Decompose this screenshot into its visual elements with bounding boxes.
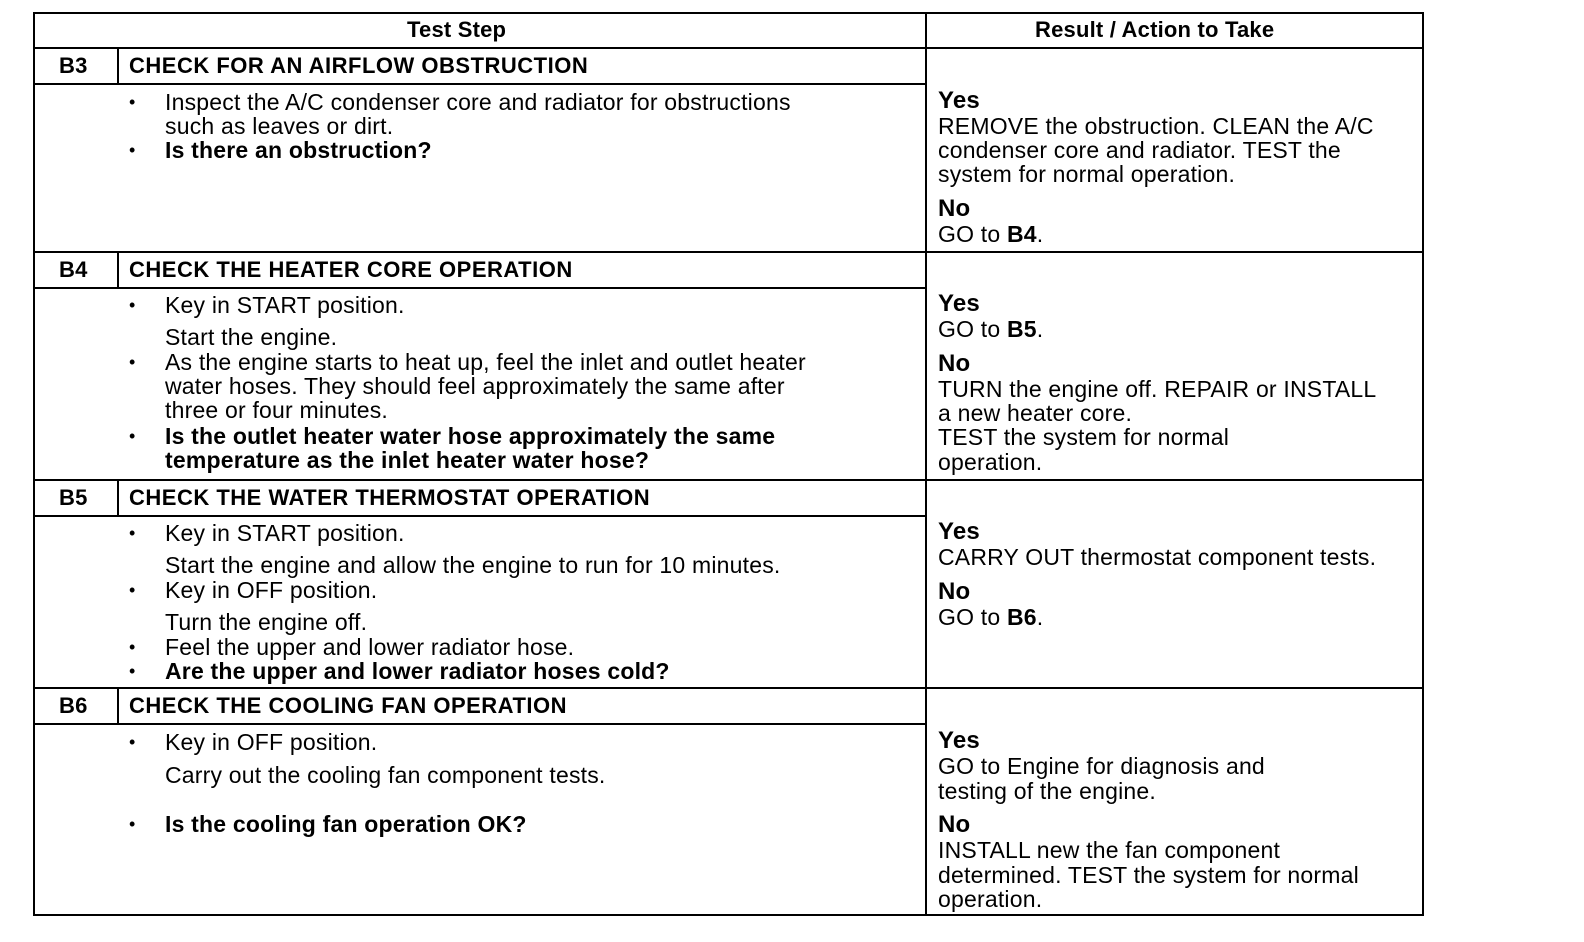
column-divider <box>925 12 927 916</box>
diagnostic-table <box>33 12 1424 916</box>
question-text: temperature as the inlet heater water hose? <box>165 447 650 473</box>
row-divider-b5 <box>33 687 1424 689</box>
bullet-icon: • <box>129 661 136 681</box>
instruction-text: three or four minutes. <box>165 397 389 423</box>
instruction-text: Key in OFF position. <box>165 729 378 755</box>
bullet-icon: • <box>129 580 136 600</box>
instruction-text: Turn the engine off. <box>165 609 368 635</box>
bullet-icon: • <box>129 732 136 752</box>
instruction-text: As the engine starts to heat up, feel the inlet and outlet heater <box>165 349 806 375</box>
step-title-b6: CHECK THE COOLING FAN OPERATION <box>129 693 567 718</box>
bullet-icon: • <box>129 295 136 315</box>
no-action-text: GO to B4. <box>938 221 1044 247</box>
yes-label: Yes <box>938 518 980 545</box>
row-divider-b3 <box>33 251 1424 253</box>
id-divider-b3 <box>117 49 119 84</box>
instruction-text: Feel the upper and lower radiator hose. <box>165 634 575 660</box>
step-id-b4: B4 <box>59 257 88 282</box>
yes-action-text: system for normal operation. <box>938 161 1236 187</box>
question-text: Is there an obstruction? <box>165 137 432 163</box>
yes-action-text: CARRY OUT thermostat component tests. <box>938 544 1377 570</box>
instruction-text: Inspect the A/C condenser core and radiator for obstructions <box>165 89 791 115</box>
table-border-right <box>1422 12 1424 916</box>
title-underline-b4 <box>33 287 926 289</box>
step-id-b5: B5 <box>59 485 88 510</box>
header-test-step: Test Step <box>407 17 507 42</box>
step-reference: B5 <box>1006 316 1037 342</box>
question-text: Is the outlet heater water hose approximately the same <box>165 423 776 449</box>
id-divider-b4 <box>117 253 119 288</box>
step-title-b5: CHECK THE WATER THERMOSTAT OPERATION <box>129 485 651 510</box>
yes-action-text: testing of the engine. <box>938 778 1156 804</box>
title-underline-b6 <box>33 723 926 725</box>
step-reference: B4 <box>1006 221 1037 247</box>
bullet-icon: • <box>129 426 136 446</box>
instruction-text: Start the engine and allow the engine to run for 10 minutes. <box>165 552 781 578</box>
table-border-bottom <box>33 914 1424 916</box>
step-title-b4: CHECK THE HEATER CORE OPERATION <box>129 257 573 282</box>
step-reference: B6 <box>1006 604 1037 630</box>
step-id-b3: B3 <box>59 53 88 78</box>
no-label: No <box>938 811 971 838</box>
bullet-icon: • <box>129 814 136 834</box>
title-underline-b5 <box>33 515 926 517</box>
yes-label: Yes <box>938 290 980 317</box>
instruction-text: Start the engine. <box>165 324 338 350</box>
no-label: No <box>938 195 971 222</box>
no-action-text: operation. <box>938 886 1043 912</box>
no-action-text: operation. <box>938 449 1043 475</box>
bullet-icon: • <box>129 92 136 112</box>
bullet-icon: • <box>129 352 136 372</box>
step-title-b3: CHECK FOR AN AIRFLOW OBSTRUCTION <box>129 53 589 78</box>
instruction-text: Carry out the cooling fan component tests. <box>165 762 606 788</box>
question-text: Are the upper and lower radiator hoses cold? <box>165 658 670 684</box>
header-divider <box>33 47 1424 49</box>
question-text: Is the cooling fan operation OK? <box>165 811 527 837</box>
header-result-action: Result / Action to Take <box>1035 17 1275 42</box>
yes-action-text: condenser core and radiator. TEST the <box>938 137 1341 163</box>
id-divider-b5 <box>117 481 119 516</box>
title-underline-b3 <box>33 83 926 85</box>
step-id-b6: B6 <box>59 693 88 718</box>
yes-action-text: REMOVE the obstruction. CLEAN the A/C <box>938 113 1374 139</box>
no-action-text: GO to B6. <box>938 604 1044 630</box>
yes-label: Yes <box>938 727 980 754</box>
bullet-icon: • <box>129 140 136 160</box>
yes-label: Yes <box>938 87 980 114</box>
bullet-icon: • <box>129 637 136 657</box>
no-action-text: a new heater core. <box>938 400 1133 426</box>
instruction-text: Key in START position. <box>165 520 405 546</box>
no-label: No <box>938 578 971 605</box>
row-divider-b4 <box>33 479 1424 481</box>
yes-action-text: GO to B5. <box>938 316 1044 342</box>
no-action-text: INSTALL new the fan component <box>938 837 1281 863</box>
no-action-text: determined. TEST the system for normal <box>938 862 1359 888</box>
table-border-top <box>33 12 1424 14</box>
instruction-text: Key in OFF position. <box>165 577 378 603</box>
instruction-text: water hoses. They should feel approximately the same after <box>165 373 785 399</box>
instruction-text: Key in START position. <box>165 292 405 318</box>
no-action-text: TURN the engine off. REPAIR or INSTALL <box>938 376 1377 402</box>
no-action-text: TEST the system for normal <box>938 424 1230 450</box>
instruction-text: such as leaves or dirt. <box>165 113 394 139</box>
table-border-left <box>33 12 35 916</box>
no-label: No <box>938 350 971 377</box>
id-divider-b6 <box>117 689 119 724</box>
bullet-icon: • <box>129 523 136 543</box>
yes-action-text: GO to Engine for diagnosis and <box>938 753 1265 779</box>
